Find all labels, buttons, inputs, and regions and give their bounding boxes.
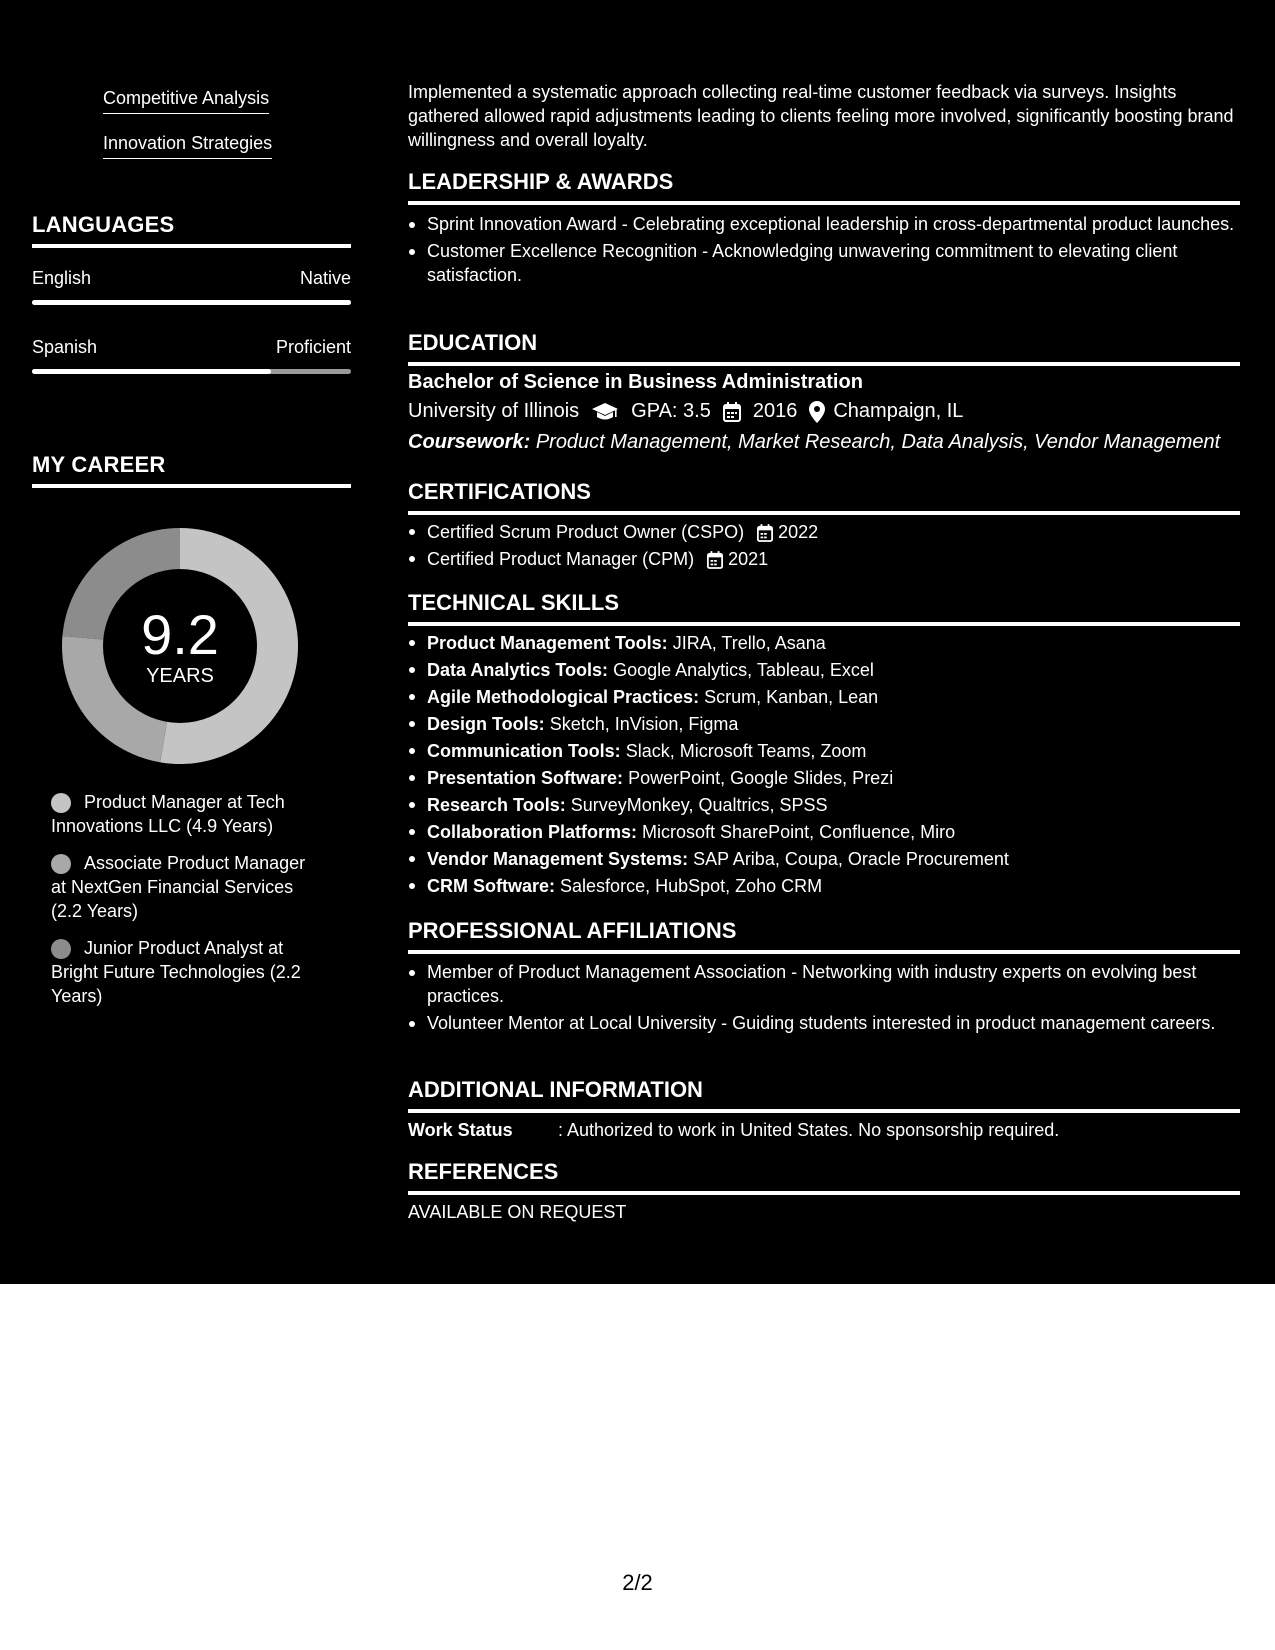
education-location: Champaign, IL <box>833 400 964 422</box>
experience-summary: Implemented a systematic approach collecting real-time customer feedback via surveys. Insights gathered allowed rapid adjustments leading to clients feeling more involved, significantly boosting brand willingness and overall loyalty. <box>408 82 1234 150</box>
affiliations-list <box>408 960 1240 1038</box>
references-text: AVAILABLE ON REQUEST <box>408 1202 627 1222</box>
certification-year: 2021 <box>728 549 769 569</box>
tech-skill-label: Product Management Tools: <box>427 633 668 653</box>
tech-skill-value: Slack, Microsoft Teams, Zoom <box>625 741 867 761</box>
tech-skill-value: Google Analytics, Tableau, Excel <box>613 660 874 680</box>
calendar-icon <box>757 524 773 542</box>
tech-skill-item <box>408 684 1240 711</box>
certifications-list <box>408 519 1240 573</box>
references-heading: REFERENCES <box>408 1159 1240 1195</box>
tech-skill-value: PowerPoint, Google Slides, Prezi <box>628 768 894 788</box>
affiliation-item: Volunteer Mentor at Local University - Guiding students interested in product management careers. <box>408 1011 1240 1035</box>
location-pin-icon <box>809 401 825 423</box>
tech-skill-item <box>408 846 1240 873</box>
career-total-value: 9.2 <box>141 603 219 666</box>
languages-heading: LANGUAGES <box>32 212 351 248</box>
technical-skills-list <box>408 630 1240 900</box>
tech-skill-label: Vendor Management Systems: <box>427 849 689 869</box>
tech-skill-label: Research Tools: <box>427 795 566 815</box>
tech-skill-value: Salesforce, HubSpot, Zoho CRM <box>560 876 823 896</box>
career-dot-icon <box>51 793 71 813</box>
tech-skill-label: CRM Software: <box>427 876 556 896</box>
tech-skill-value: Scrum, Kanban, Lean <box>704 687 879 707</box>
coursework-value: Product Management, Market Research, Data Analysis, Vendor Management <box>535 431 1221 453</box>
tech-skill-label: Design Tools: <box>427 714 545 734</box>
tech-skill-item <box>408 657 1240 684</box>
career-total-unit: YEARS <box>146 665 214 687</box>
tech-skill-value: Microsoft SharePoint, Confluence, Miro <box>642 822 956 842</box>
language-bar-fill <box>32 300 351 305</box>
tech-skill-label: Agile Methodological Practices: <box>427 687 700 707</box>
tech-skill-label: Presentation Software: <box>427 768 624 788</box>
education-degree: Bachelor of Science in Business Administration <box>408 371 863 393</box>
calendar-icon <box>723 402 741 422</box>
tech-skill-value: Sketch, InVision, Figma <box>549 714 739 734</box>
tech-skill-label: Communication Tools: <box>427 741 621 761</box>
certification-item <box>408 546 1240 573</box>
career-item-label: Junior Product Analyst at Bright Future Technologies (2.2 Years) <box>51 938 301 1006</box>
language-level: Proficient <box>275 337 351 357</box>
certification-name: Certified Product Manager (CPM) <box>427 549 695 569</box>
calendar-icon <box>707 551 723 569</box>
tech-skill-value: SAP Ariba, Coupa, Oracle Procurement <box>693 849 1009 869</box>
career-dot-icon <box>51 854 71 874</box>
skill-link-innovation-strategies[interactable]: Innovation Strategies <box>103 133 272 159</box>
language-level: Native <box>299 268 351 288</box>
tech-skill-item <box>408 711 1240 738</box>
tech-skill-item <box>408 630 1240 657</box>
leadership-heading: LEADERSHIP & AWARDS <box>408 169 1240 205</box>
tech-skill-item <box>408 819 1240 846</box>
certifications-heading: CERTIFICATIONS <box>408 479 1240 515</box>
career-item <box>51 790 321 838</box>
education-heading: EDUCATION <box>408 330 1240 366</box>
language-bar-fill <box>32 369 271 374</box>
tech-skill-value: JIRA, Trello, Asana <box>672 633 826 653</box>
technical-skills-heading: TECHNICAL SKILLS <box>408 590 1240 626</box>
sidebar <box>0 0 380 1284</box>
tech-skill-item <box>408 792 1240 819</box>
career-item <box>51 936 321 1008</box>
tech-skill-label: Collaboration Platforms: <box>427 822 638 842</box>
skill-link-competitive-analysis[interactable]: Competitive Analysis <box>103 88 269 114</box>
affiliations-heading: PROFESSIONAL AFFILIATIONS <box>408 918 1240 954</box>
tech-skill-item <box>408 765 1240 792</box>
certification-year: 2022 <box>778 522 819 542</box>
affiliation-item: Member of Product Management Association - Networking with industry experts on evolving best practices. <box>408 960 1240 1008</box>
career-item-label: Product Manager at Tech Innovations LLC (4.9 Years) <box>51 792 285 836</box>
tech-skill-item <box>408 873 1240 900</box>
leadership-list <box>408 212 1240 290</box>
education-gpa: GPA: 3.5 <box>631 400 711 422</box>
work-status-label: Work Status <box>408 1120 513 1140</box>
work-status-row <box>408 1120 1059 1141</box>
tech-skill-item <box>408 738 1240 765</box>
coursework-label: Coursework: <box>408 431 531 453</box>
career-item-label: Associate Product Manager at NextGen Financial Services (2.2 Years) <box>51 853 306 921</box>
certification-item <box>408 519 1240 546</box>
additional-info-heading: ADDITIONAL INFORMATION <box>408 1077 1240 1113</box>
language-bar-english <box>32 300 351 305</box>
tech-skill-label: Data Analytics Tools: <box>427 660 609 680</box>
language-bar-spanish <box>32 369 351 374</box>
career-list <box>51 790 321 1021</box>
language-name: Spanish <box>32 337 98 357</box>
language-name: English <box>32 268 92 288</box>
page-number: 2/2 <box>622 1570 653 1595</box>
career-heading: MY CAREER <box>32 452 351 488</box>
tech-skill-value: SurveyMonkey, Qualtrics, SPSS <box>570 795 828 815</box>
leadership-item: Sprint Innovation Award - Celebrating exceptional leadership in cross-departmental product launches. <box>408 212 1240 236</box>
leadership-item: Customer Excellence Recognition - Acknowledging unwavering commitment to elevating client satisfaction. <box>408 239 1240 287</box>
certification-name: Certified Scrum Product Owner (CSPO) <box>427 522 745 542</box>
education-school: University of Illinois <box>408 400 580 422</box>
education-meta <box>408 400 963 423</box>
career-dot-icon <box>51 939 71 959</box>
education-year: 2016 <box>752 400 798 422</box>
career-donut-chart <box>62 528 298 764</box>
career-item <box>51 851 321 923</box>
work-status-value: : Authorized to work in United States. No sponsorship required. <box>558 1120 1060 1140</box>
education-coursework <box>408 431 1220 454</box>
graduation-cap-icon <box>591 402 619 422</box>
